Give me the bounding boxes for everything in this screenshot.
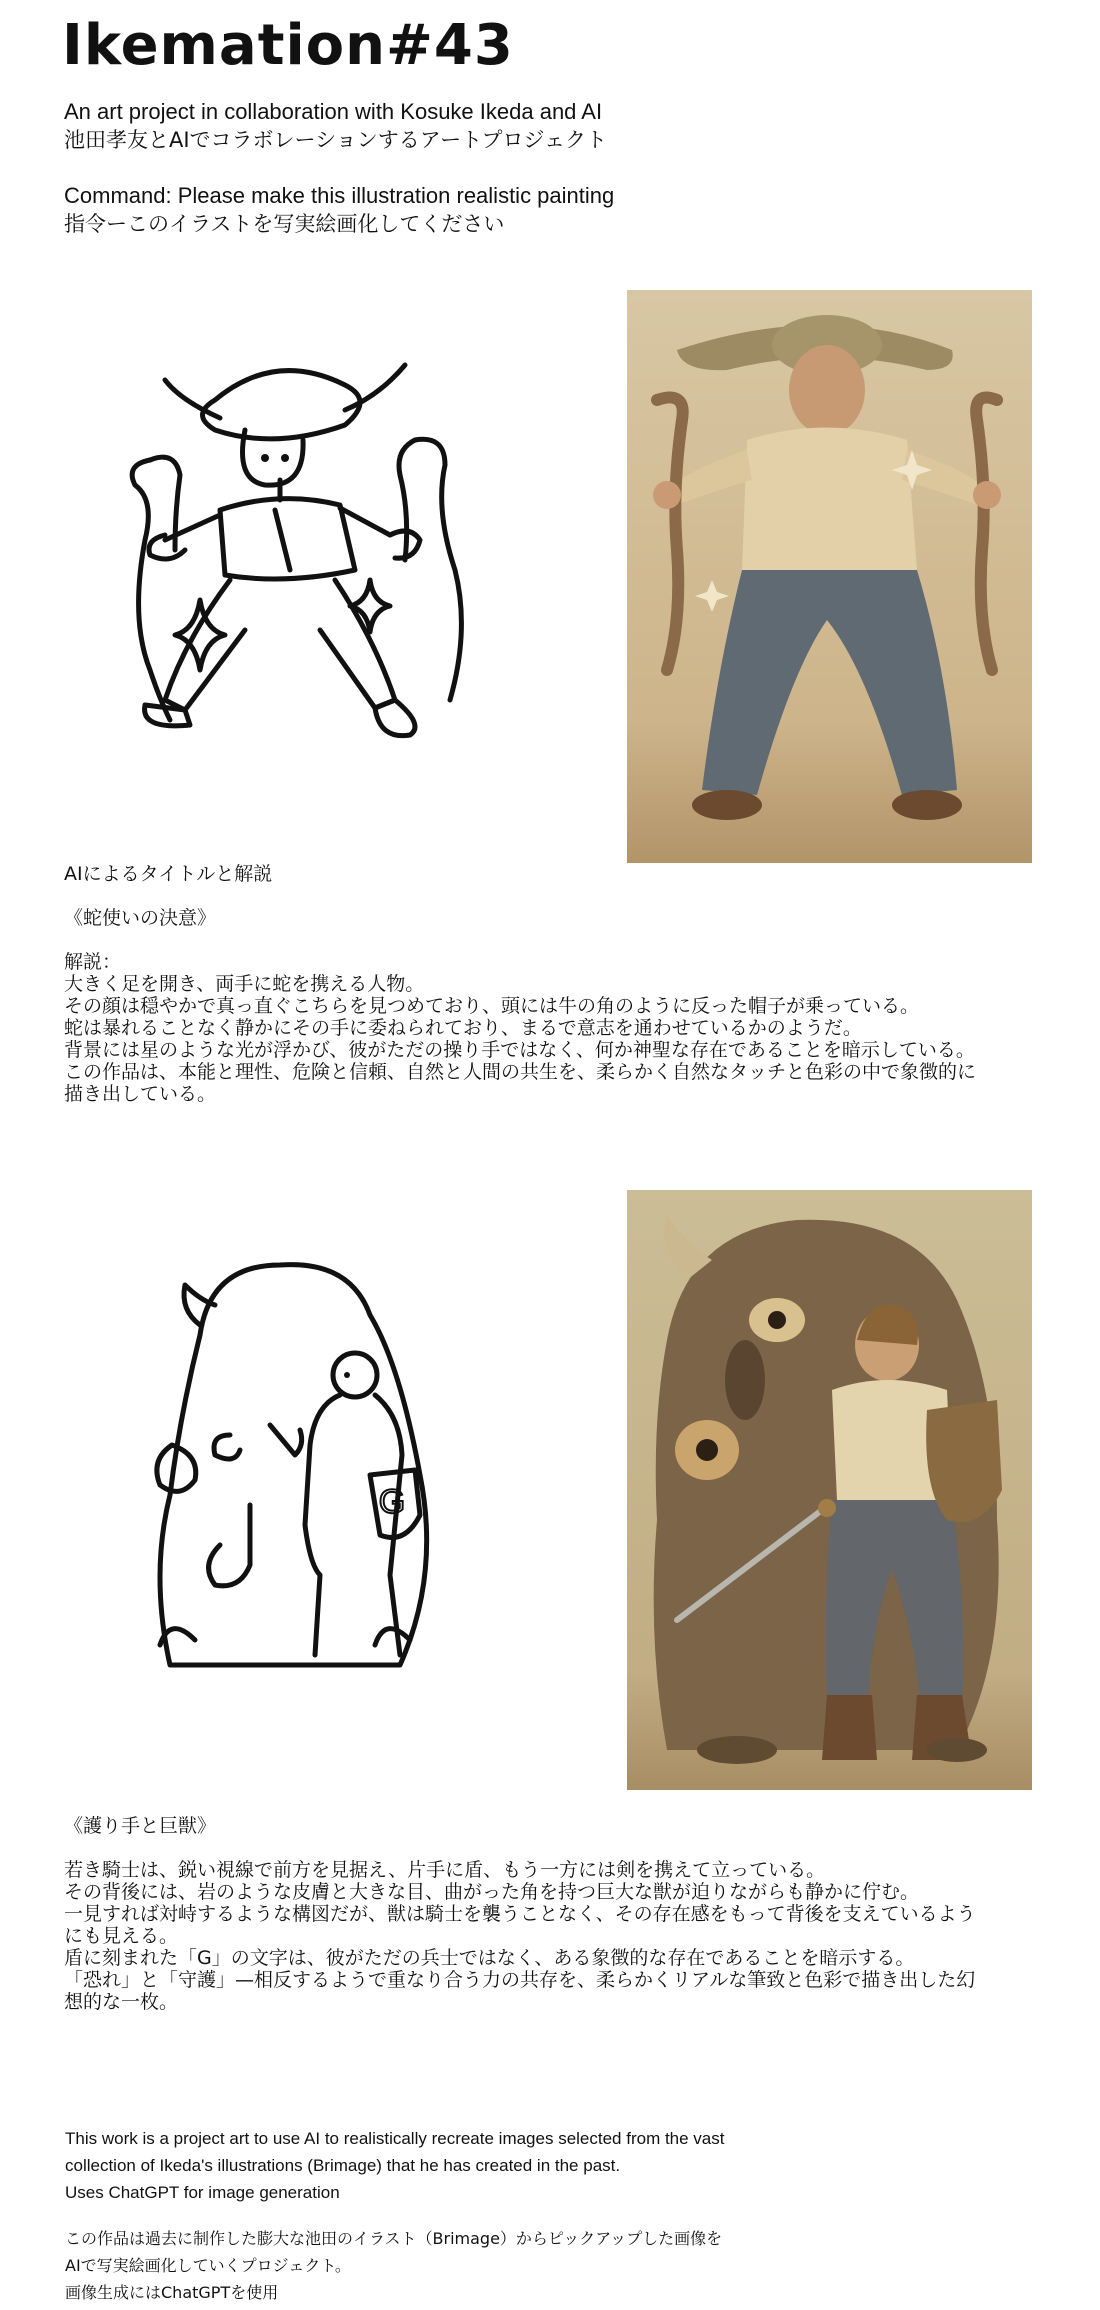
work2-line: 想的な一枚。 <box>64 1991 179 2013</box>
command <box>64 182 614 238</box>
work1-description <box>64 863 976 1105</box>
work1-line: 描き出している。 <box>64 1083 217 1105</box>
work2-title: 《護り手と巨獣》 <box>64 1815 217 1837</box>
work2-line: 若き騎士は、鋭い視線で前方を見据え、片手に盾、もう一方には剣を携えて立っている。 <box>64 1859 826 1881</box>
footer-en-line: collection of Ikeda's illustrations (Brimage) that he has created in the past. <box>65 2156 621 2175</box>
work1-heading: AIによるタイトルと解説 <box>64 863 273 885</box>
footer-en-line: Uses ChatGPT for image generation <box>65 2183 340 2202</box>
intro-en: An art project in collaboration with Kosuke Ikeda and AI <box>64 99 603 124</box>
page-title: Ikemation#43 <box>62 13 514 78</box>
guardian-beast-painting <box>627 1190 1032 1790</box>
work1-title: 《蛇使いの決意》 <box>64 907 217 929</box>
work1-line: 背景には星のような光が浮かび、彼がただの操り手ではなく、何か神聖な存在であることを暗示している。 <box>64 1039 975 1061</box>
footer-en <box>65 2125 725 2206</box>
snake-handler-drawing <box>75 340 575 800</box>
intro-ja: 池田孝友とAIでコラボレーションするアートプロジェクト <box>64 128 608 152</box>
work1-line: 大きく足を開き、両手に蛇を携える人物。 <box>64 973 425 995</box>
footer-ja-line: 画像生成にはChatGPTを使用 <box>65 2283 279 2302</box>
guardian-beast-drawing <box>140 1245 510 1690</box>
work2-line: 一見すれば対峙するような構図だが、獣は騎士を襲うことなく、その存在感をもって背後を支えているよう <box>64 1903 976 1925</box>
work1-label: 解説： <box>64 951 122 973</box>
work2-line: 「恐れ」と「守護」—相反するようで重なり合う力の共存を、柔らかくリアルな筆致と色彩で描き出した幻 <box>64 1969 976 1991</box>
command-en: Command: Please make this illustration realistic painting <box>64 183 615 208</box>
footer-ja-line: AIで写実絵画化していくプロジェクト。 <box>65 2256 351 2275</box>
snake-handler-painting <box>627 290 1032 863</box>
shield-letter: G <box>378 1483 406 1521</box>
work1-line: この作品は、本能と理性、危険と信頼、自然と人間の共生を、柔らかく自然なタッチと色彩の中で象徴的に <box>64 1061 977 1083</box>
work2-line: にも見える。 <box>64 1925 179 1947</box>
work2-description <box>64 1815 976 2013</box>
work2-line: その背後には、岩のような皮膚と大きな目、曲がった角を持つ巨大な獣が迫りながらも静かに佇む。 <box>64 1881 920 1903</box>
footer-ja-line: この作品は過去に制作した膨大な池田のイラスト（Brimage）からピックアップした画像を <box>65 2229 723 2248</box>
command-ja: 指令ーこのイラストを写実絵画化してください <box>64 212 505 236</box>
footer-ja <box>65 2225 722 2306</box>
intro <box>64 98 607 154</box>
work2-line: 盾に刻まれた「G」の文字は、彼がただの兵士ではなく、ある象徴的な存在であることを暗示する。 <box>64 1947 915 1969</box>
work1-line: その顔は穏やかで真っ直ぐこちらを見つめており、頭には牛の角のように反った帽子が乗っている。 <box>64 995 920 1017</box>
footer-en-line: This work is a project art to use AI to realistically recreate images selected from the vast <box>65 2129 725 2148</box>
work1-line: 蛇は暴れることなく静かにその手に委ねられており、まるで意志を通わせているかのようだ。 <box>64 1017 862 1039</box>
